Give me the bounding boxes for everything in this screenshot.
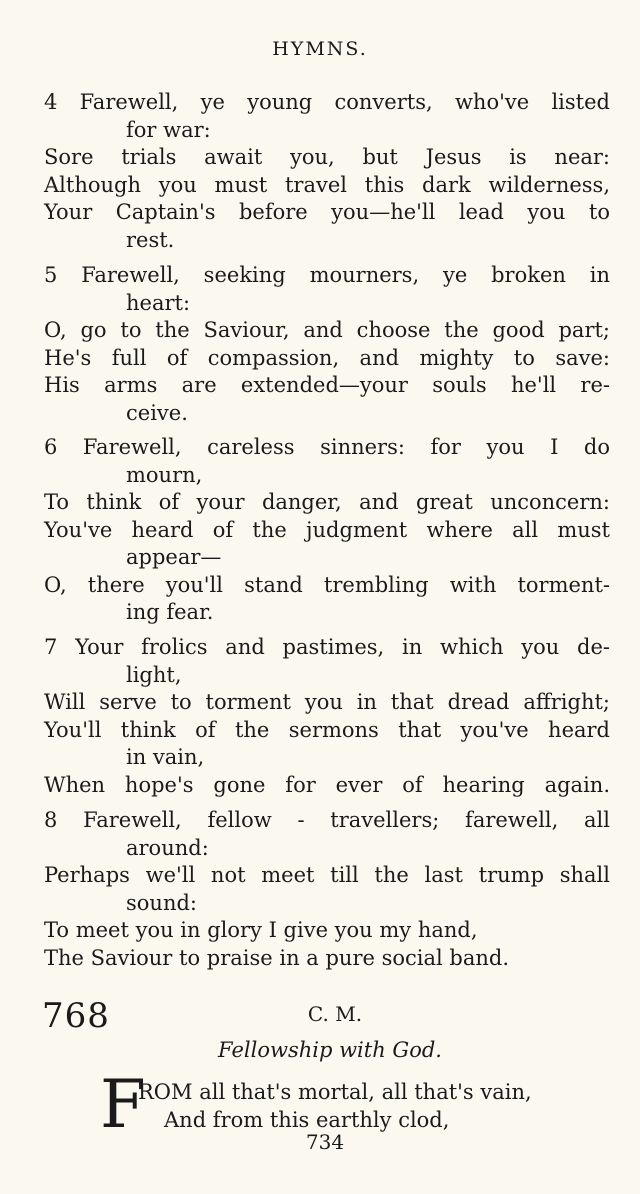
verse-line: His arms are extended—your souls he'll re- xyxy=(44,373,610,397)
verse-line: And from this earthly clod, xyxy=(164,1108,450,1132)
verse-line: ROM all that's mortal, all that's vain, xyxy=(138,1080,532,1104)
verse-line: Although you must travel this dark wilderness, xyxy=(44,172,610,197)
hymn-subtitle: Fellowship with God. xyxy=(218,1038,442,1062)
verse-line: Will serve to torment you in that dread affright; xyxy=(44,690,610,714)
verse-line: around: xyxy=(126,835,209,860)
verse-7 xyxy=(44,634,610,799)
page-number: 734 xyxy=(305,1130,345,1154)
verse-line: ing fear. xyxy=(126,600,214,624)
verse-line: rest. xyxy=(126,227,175,252)
verse-line: for war: xyxy=(126,117,211,142)
verse-line: in vain, xyxy=(126,745,205,769)
verse-6 xyxy=(44,434,610,627)
hymn-first-verse xyxy=(138,1078,606,1134)
verse-line: To meet you in glory I give you my hand, xyxy=(44,918,478,942)
verse-line: 4 Farewell, ye young converts, who've listed xyxy=(44,90,610,114)
verse-line: You've heard of the judgment where all must xyxy=(44,517,610,542)
verse-line: You'll think of the sermons that you've heard xyxy=(44,717,610,742)
verse-line: 5 Farewell, seeking mourners, ye broken in xyxy=(44,263,610,287)
verse-line: He's full of compassion, and mighty to save: xyxy=(44,345,610,370)
verse-line: sound: xyxy=(126,890,197,915)
drop-cap: F xyxy=(100,1066,146,1143)
verse-line: appear— xyxy=(126,545,222,569)
verse-line: O, there you'll stand trembling with torment- xyxy=(44,572,610,597)
verse-line: ceive. xyxy=(126,400,188,425)
verse-5 xyxy=(44,262,610,427)
verse-line: 6 Farewell, careless sinners: for you I do xyxy=(44,435,610,459)
verse-line: Your Captain's before you—he'll lead you to xyxy=(44,200,610,224)
hymn-number: 768 xyxy=(42,996,110,1036)
verse-line: Perhaps we'll not meet till the last trump shall xyxy=(44,863,610,887)
verse-4 xyxy=(44,89,610,254)
verse-line: light, xyxy=(126,662,182,687)
hymn-meter: C. M. xyxy=(307,1002,363,1026)
verse-line: O, go to the Saviour, and choose the good part; xyxy=(44,318,610,342)
verse-line: mourn, xyxy=(126,462,203,487)
verse-line: The Saviour to praise in a pure social band. xyxy=(44,945,509,970)
verse-line: heart: xyxy=(126,290,191,315)
verse-line: Sore trials await you, but Jesus is near: xyxy=(44,145,610,169)
page-header: HYMNS. xyxy=(272,38,368,60)
verse-line: 7 Your frolics and pastimes, in which you de- xyxy=(44,635,610,659)
verse-line: 8 Farewell, fellow - travellers; farewell, all xyxy=(44,808,610,832)
verse-8 xyxy=(44,807,610,972)
verse-line: To think of your danger, and great unconcern: xyxy=(44,490,610,514)
verse-line: When hope's gone for ever of hearing again. xyxy=(44,772,610,797)
